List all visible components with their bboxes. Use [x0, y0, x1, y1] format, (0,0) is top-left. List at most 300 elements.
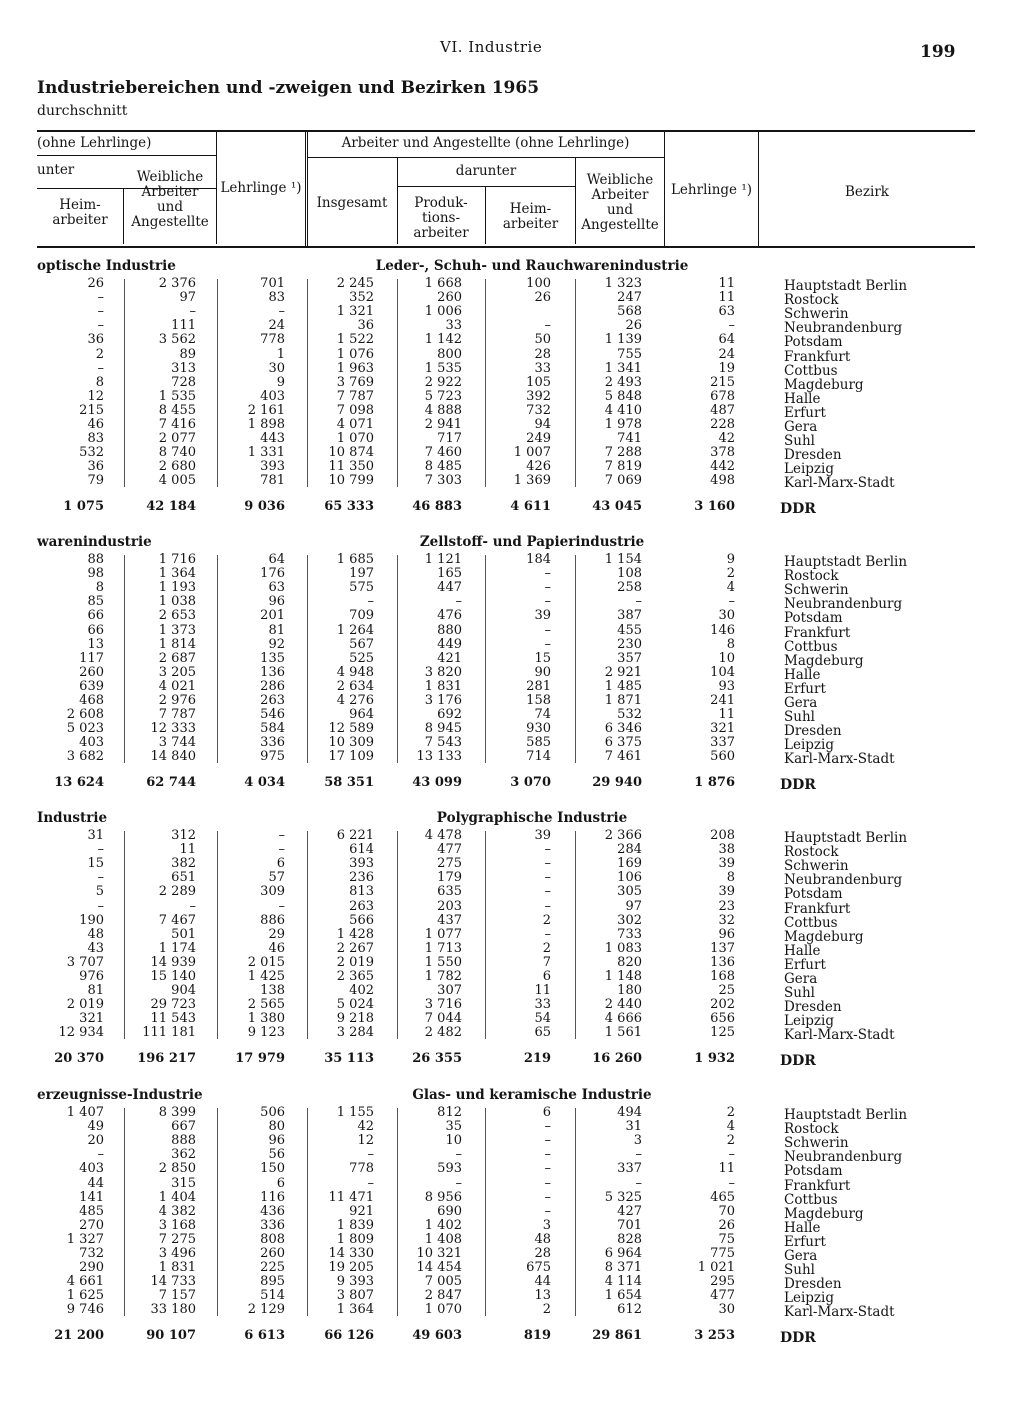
table-cell: 1 978 [604, 417, 642, 432]
table-cell: – [278, 842, 285, 858]
table-cell: 312 [171, 828, 196, 843]
table-cell: 2 680 [158, 459, 196, 475]
bezirk-label: Schwerin [784, 582, 849, 599]
table-cell: 215 [710, 374, 735, 390]
table-cell: 8 [95, 580, 104, 596]
table-cell: 4 071 [336, 417, 374, 432]
table-cell: 2 850 [158, 1161, 196, 1177]
table-cell: 20 [87, 1133, 104, 1149]
table-cell: 1 839 [336, 1217, 374, 1233]
table-cell: 778 [260, 332, 285, 348]
bezirk-label: Karl-Marx-Stadt [784, 1304, 895, 1321]
table-cell: 7 787 [336, 388, 374, 404]
table-cell: 203 [437, 898, 462, 914]
table-cell: 97 [625, 898, 642, 914]
table-cell: 258 [617, 580, 642, 596]
table-cell: 336 [260, 735, 285, 751]
table-cell: 146 [710, 622, 735, 638]
table-cell: 494 [617, 1105, 642, 1120]
table-cell: 309 [260, 884, 285, 900]
table-cell: 3 496 [158, 1246, 196, 1261]
table-cell: 11 543 [150, 1011, 196, 1027]
table-cell: 10 309 [328, 735, 374, 751]
table-cell: 1 561 [604, 1025, 642, 1041]
table-cell: 812 [437, 1105, 462, 1120]
table-cell: 225 [260, 1260, 285, 1276]
table-cell: 63 [268, 580, 285, 596]
table-cell: 2 608 [66, 707, 104, 723]
table-cell: 36 [87, 332, 104, 348]
total-label: DDR [780, 500, 816, 517]
table-cell: 2 376 [158, 276, 196, 291]
table-cell: 7 069 [604, 473, 642, 489]
table-cell: 4 [726, 580, 735, 596]
total-cell: 29 861 [592, 1327, 642, 1343]
table-cell: 2 847 [424, 1288, 462, 1304]
total-cell: 65 333 [324, 498, 374, 514]
header-arbeiter-angestellte: Arbeiter und Angestellte (ohne Lehrlinge) [341, 135, 630, 151]
table-cell: 8 740 [158, 445, 196, 461]
bezirk-label: Schwerin [784, 306, 849, 323]
bezirk-label: Erfurt [784, 404, 826, 421]
table-cell: 717 [437, 431, 462, 447]
table-cell: 2 634 [336, 678, 374, 694]
header-heimarbeiter-right: Heim- arbeiter [502, 201, 559, 232]
table-cell: 1 070 [336, 431, 374, 447]
table-cell: 5 [95, 884, 104, 900]
table-cell: 895 [260, 1274, 285, 1290]
table-cell: 393 [349, 856, 374, 872]
table-cell: 30 [718, 1302, 735, 1318]
table-cell: 11 [718, 707, 735, 723]
table-cell: 468 [79, 693, 104, 708]
table-cell: 2 019 [336, 954, 374, 970]
table-cell: 402 [349, 983, 374, 999]
table-cell: 42 [357, 1119, 374, 1135]
table-cell: 1 331 [247, 445, 285, 461]
table-cell: 514 [260, 1288, 285, 1304]
table-cell: 75 [718, 1231, 735, 1247]
table-cell: 14 454 [416, 1260, 462, 1276]
table-cell: 104 [710, 664, 735, 680]
header-ohne-lehrlinge: (ohne Lehrlinge) [37, 135, 152, 151]
bezirk-label: Schwerin [784, 1135, 849, 1152]
table-cell: 150 [260, 1161, 285, 1177]
table-cell: 1 174 [158, 940, 196, 956]
table-cell: 90 [534, 664, 551, 680]
bezirk-label: Suhl [784, 433, 815, 450]
table-cell: 2 [726, 566, 735, 582]
table-cell: 9 [276, 374, 285, 390]
table-cell: 89 [179, 346, 196, 362]
table-cell: 888 [171, 1133, 196, 1149]
bezirk-label: Cottbus [784, 914, 838, 931]
table-cell: 8 485 [424, 459, 462, 475]
table-cell: 117 [79, 650, 104, 666]
table-cell: – [278, 828, 285, 843]
header-weibliche-right: Weibliche Arbeiter und Angestellte [581, 172, 659, 233]
table-cell: 1 625 [66, 1288, 104, 1304]
table-cell: 701 [260, 276, 285, 291]
table-cell: 568 [617, 304, 642, 320]
table-cell: 315 [171, 1175, 196, 1191]
table-cell: 79 [87, 473, 104, 489]
table-cell: – [97, 898, 104, 914]
table-cell: 247 [617, 290, 642, 306]
table-cell: – [635, 1175, 642, 1191]
table-cell: 46 [268, 940, 285, 956]
total-cell: 9 036 [244, 498, 285, 514]
total-cell: 13 624 [54, 774, 104, 790]
table-cell: 3 769 [336, 374, 374, 390]
table-cell: – [455, 1147, 462, 1163]
table-cell: 1 716 [158, 552, 196, 567]
table-cell: 813 [349, 884, 374, 900]
table-cell: 6 964 [604, 1246, 642, 1261]
bezirk-label: Rostock [784, 292, 839, 309]
table-cell: 9 [726, 552, 735, 567]
table-cell: 635 [437, 884, 462, 900]
table-cell: – [544, 1133, 551, 1149]
table-cell: 506 [260, 1105, 285, 1120]
header-darunter: darunter [455, 163, 517, 179]
table-cell: 14 733 [150, 1274, 196, 1290]
table-cell: 17 109 [328, 749, 374, 765]
total-cell: 43 099 [412, 774, 462, 790]
table-cell: 28 [534, 1246, 551, 1261]
table-cell: 2 161 [247, 402, 285, 418]
table-cell: 83 [268, 290, 285, 306]
table-cell: 2 493 [604, 374, 642, 390]
table-cell: – [544, 636, 551, 652]
bezirk-label: Neubrandenburg [784, 872, 903, 889]
bezirk-label: Schwerin [784, 858, 849, 875]
table-cell: 1 070 [424, 1302, 462, 1318]
bezirk-label: Suhl [784, 1262, 815, 1279]
table-cell: 2 565 [247, 997, 285, 1013]
table-cell: 169 [617, 856, 642, 872]
table-cell: 1 121 [424, 552, 462, 567]
table-cell: 2 976 [158, 693, 196, 708]
table-cell: 465 [710, 1189, 735, 1205]
table-cell: – [97, 360, 104, 376]
total-cell: 16 260 [592, 1050, 642, 1066]
total-cell: 3 070 [510, 774, 551, 790]
total-label: DDR [780, 776, 816, 793]
bezirk-label: Dresden [784, 723, 842, 740]
table-cell: 275 [437, 856, 462, 872]
table-cell: 2 289 [158, 884, 196, 900]
table-cell: 108 [617, 566, 642, 582]
bezirk-label: Hauptstadt Berlin [784, 830, 908, 846]
table-cell: 2 129 [247, 1302, 285, 1318]
table-cell: – [278, 304, 285, 320]
bezirk-label: Suhl [784, 709, 815, 726]
table-cell: – [544, 1203, 551, 1219]
table-cell: 2 [542, 912, 551, 928]
table-cell: 36 [87, 459, 104, 475]
total-cell: 29 940 [592, 774, 642, 790]
table-cell: 678 [710, 388, 735, 404]
table-cell: 74 [534, 707, 551, 723]
table-cell: 4 276 [336, 693, 374, 708]
header-bottom-rule [37, 246, 975, 248]
table-cell: 12 934 [58, 1025, 104, 1041]
table-cell: – [728, 594, 735, 610]
table-cell: 1 [276, 346, 285, 362]
table-cell: 165 [437, 566, 462, 582]
bezirk-label: Karl-Marx-Stadt [784, 1027, 895, 1044]
table-cell: 100 [526, 276, 551, 291]
total-cell: 49 603 [412, 1327, 462, 1343]
header-top-rule [37, 130, 975, 132]
table-cell: 6 375 [604, 735, 642, 751]
total-cell: 819 [523, 1327, 551, 1343]
table-cell: – [544, 1189, 551, 1205]
table-cell: 3 807 [336, 1288, 374, 1304]
right-group-underline [307, 157, 664, 158]
header-weibliche-left: Weibliche Arbeiter und Angestellte [131, 169, 209, 230]
table-cell: 886 [260, 912, 285, 928]
table-cell: 57 [268, 870, 285, 886]
bezirk-label: Leipzig [784, 461, 834, 478]
bezirk-label: Hauptstadt Berlin [784, 554, 908, 570]
bezirk-label: Gera [784, 971, 818, 987]
table-cell: 11 [718, 1161, 735, 1177]
table-cell: 15 [534, 650, 551, 666]
table-cell: 93 [718, 678, 735, 694]
table-cell: 2 941 [424, 417, 462, 432]
table-cell: 63 [718, 304, 735, 320]
bezirk-label: Rostock [784, 844, 839, 861]
table-cell: 1 425 [247, 969, 285, 984]
table-cell: 593 [437, 1161, 462, 1177]
table-cell: 33 [534, 360, 551, 376]
table-cell: 7 460 [424, 445, 462, 461]
table-cell: 880 [437, 622, 462, 638]
table-cell: 7 303 [424, 473, 462, 489]
section-title-left: optische Industrie [37, 258, 176, 274]
table-cell: 1 550 [424, 954, 462, 970]
table-cell: 13 [87, 636, 104, 652]
bezirk-label: Leipzig [784, 737, 834, 754]
table-cell: 321 [79, 1011, 104, 1027]
table-cell: 8 945 [424, 721, 462, 737]
table-cell: 2 [542, 940, 551, 956]
table-cell: 1 408 [424, 1231, 462, 1247]
table-cell: 337 [710, 735, 735, 751]
table-cell: – [544, 594, 551, 610]
table-cell: 3 716 [424, 997, 462, 1013]
table-cell: 6 346 [604, 721, 642, 737]
table-cell: 54 [534, 1011, 551, 1027]
table-cell: 1 321 [336, 304, 374, 320]
table-cell: 7 044 [424, 1011, 462, 1027]
table-cell: 403 [260, 388, 285, 404]
total-label: DDR [780, 1052, 816, 1069]
table-cell: 728 [171, 374, 196, 390]
table-cell: 781 [260, 473, 285, 489]
table-cell: 1 685 [336, 552, 374, 567]
table-cell: 179 [437, 870, 462, 886]
table-cell: 7 288 [604, 445, 642, 461]
table-cell: 1 831 [158, 1260, 196, 1276]
table-cell: 263 [349, 898, 374, 914]
table-cell: 1 142 [424, 332, 462, 348]
table-cell: 7 005 [424, 1274, 462, 1290]
table-cell: 81 [268, 622, 285, 638]
table-cell: 2 015 [247, 954, 285, 970]
table-cell: 184 [526, 552, 551, 567]
table-cell: 197 [349, 566, 374, 582]
table-cell: 6 [276, 1175, 285, 1191]
table-cell: 1 369 [513, 473, 551, 489]
table-cell: 281 [526, 678, 551, 694]
table-cell: 44 [87, 1175, 104, 1191]
table-cell: 180 [617, 983, 642, 999]
table-cell: 286 [260, 678, 285, 694]
table-cell: 584 [260, 721, 285, 737]
table-cell: 2 [726, 1133, 735, 1149]
table-cell: 215 [79, 402, 104, 418]
table-cell: 8 956 [424, 1189, 462, 1205]
table-cell: 249 [526, 431, 551, 447]
table-cell: 5 848 [604, 388, 642, 404]
table-cell: 138 [260, 983, 285, 999]
table-cell: 1 814 [158, 636, 196, 652]
table-cell: 3 284 [336, 1025, 374, 1041]
table-cell: 92 [268, 636, 285, 652]
table-cell: 4 005 [158, 473, 196, 489]
table-cell: 23 [718, 898, 735, 914]
bezirk-label: Cottbus [784, 1191, 838, 1208]
table-cell: 98 [87, 566, 104, 582]
table-cell: 525 [349, 650, 374, 666]
table-cell: 260 [79, 664, 104, 680]
table-cell: 36 [357, 318, 374, 334]
table-cell: 1 407 [66, 1105, 104, 1120]
table-cell: 96 [718, 926, 735, 942]
table-cell: – [544, 898, 551, 914]
table-cell: 26 [534, 290, 551, 306]
table-cell: 83 [87, 431, 104, 447]
table-cell: 667 [171, 1119, 196, 1135]
table-cell: 403 [79, 735, 104, 751]
table-cell: 26 [87, 276, 104, 291]
total-cell: 43 045 [592, 498, 642, 514]
bezirk-label: Frankfurt [784, 348, 851, 365]
bezirk-label: Frankfurt [784, 900, 851, 917]
table-cell: 4 888 [424, 402, 462, 418]
bezirk-label: Neubrandenburg [784, 320, 903, 337]
table-cell: 7 157 [158, 1288, 196, 1304]
table-cell: 39 [534, 828, 551, 843]
table-cell: 7 [542, 954, 551, 970]
table-cell: 378 [710, 445, 735, 461]
bezirk-label: Magdeburg [784, 1205, 864, 1222]
bezirk-label: Erfurt [784, 1233, 826, 1250]
table-cell: – [97, 304, 104, 320]
table-cell: 2 687 [158, 650, 196, 666]
section-title-left: warenindustrie [37, 534, 152, 550]
table-cell: 701 [617, 1217, 642, 1233]
table-cell: 26 [718, 1217, 735, 1233]
table-cell: 1 428 [336, 926, 374, 942]
table-cell: 455 [617, 622, 642, 638]
table-cell: – [367, 594, 374, 610]
bezirk-label: Potsdam [784, 886, 843, 903]
table-cell: 38 [718, 842, 735, 858]
table-cell: 1 341 [604, 360, 642, 376]
table-cell: 29 723 [150, 997, 196, 1013]
bezirk-label: Neubrandenburg [784, 596, 903, 613]
table-cell: 3 168 [158, 1217, 196, 1233]
table-cell: 6 221 [336, 828, 374, 843]
bezirk-label: Potsdam [784, 1163, 843, 1180]
table-cell: 96 [268, 1133, 285, 1149]
bezirk-label: Magdeburg [784, 376, 864, 393]
table-cell: 88 [87, 552, 104, 567]
total-cell: 20 370 [54, 1050, 104, 1066]
table-cell: 1 077 [424, 926, 462, 942]
total-cell: 219 [523, 1050, 551, 1066]
table-cell: 1 668 [424, 276, 462, 291]
table-cell: 39 [534, 608, 551, 624]
table-cell: 302 [617, 912, 642, 928]
table-cell: 1 007 [513, 445, 551, 461]
table-cell: 8 [726, 636, 735, 652]
table-cell: 270 [79, 1217, 104, 1233]
table-cell: 7 461 [604, 749, 642, 765]
table-cell: 12 333 [150, 721, 196, 737]
darunter-underline [397, 186, 575, 187]
table-cell: 4 114 [604, 1274, 642, 1290]
table-cell: 3 [633, 1133, 642, 1149]
table-cell: 336 [260, 1217, 285, 1233]
table-cell: 560 [710, 749, 735, 765]
table-cell: – [544, 1175, 551, 1191]
table-cell: 35 [445, 1119, 462, 1135]
section-title-right: Polygraphische Industrie [436, 810, 628, 826]
table-cell: 393 [260, 459, 285, 475]
bezirk-label: Magdeburg [784, 928, 864, 945]
bezirk-label: Halle [784, 1219, 821, 1236]
table-cell: 141 [79, 1189, 104, 1205]
table-cell: 2 [542, 1302, 551, 1318]
table-cell: 426 [526, 459, 551, 475]
total-cell: 58 351 [324, 774, 374, 790]
table-cell: 48 [534, 1231, 551, 1247]
total-cell: 1 075 [63, 498, 104, 514]
section-title-right: Leder-, Schuh- und Rauchwarenindustrie [375, 258, 689, 274]
table-cell: 9 393 [336, 1274, 374, 1290]
table-cell: 202 [710, 997, 735, 1013]
table-cell: 29 [268, 926, 285, 942]
table-cell: 1 380 [247, 1011, 285, 1027]
table-cell: 4 021 [158, 678, 196, 694]
table-cell: 1 264 [336, 622, 374, 638]
table-cell: 135 [260, 650, 285, 666]
table-cell: 437 [437, 912, 462, 928]
table-cell: 800 [437, 346, 462, 362]
bezirk-label: Halle [784, 942, 821, 959]
table-cell: – [544, 870, 551, 886]
table-cell: 436 [260, 1203, 285, 1219]
total-label: DDR [780, 1329, 816, 1346]
table-cell: 741 [617, 431, 642, 447]
table-cell: 321 [710, 721, 735, 737]
table-cell: 307 [437, 983, 462, 999]
